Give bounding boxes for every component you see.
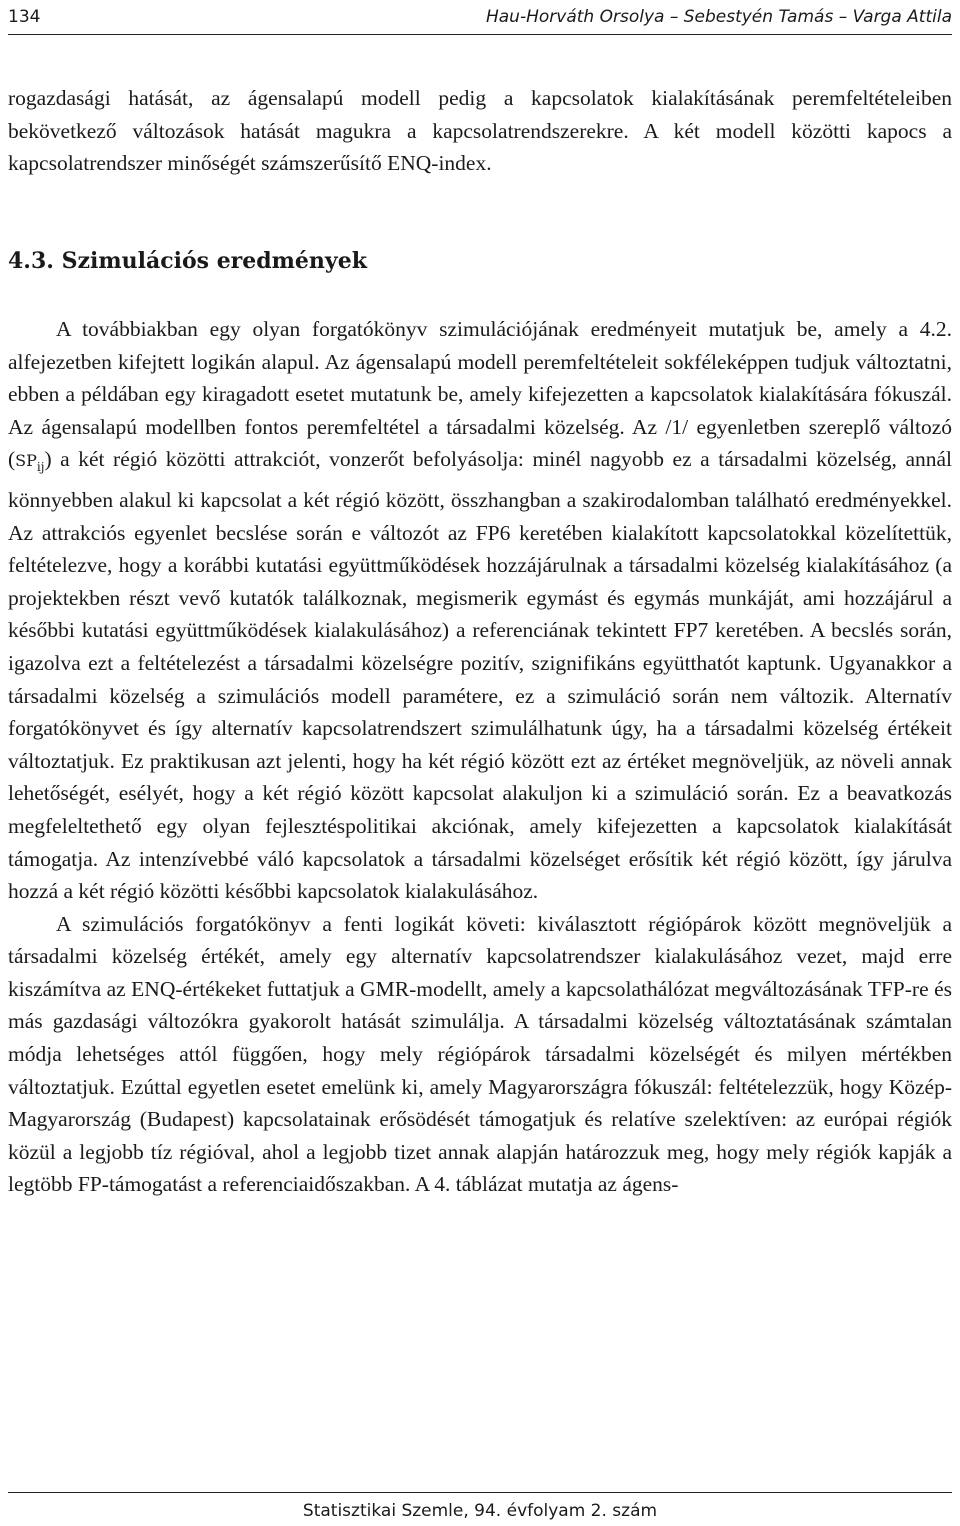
paragraph-1-part-b: ) a két régió közötti attrakciót, vonzerőt befolyásolja: minél nagyobb ez a társadalmi közelség, annál könnyebben alakul ki kapcsolat a két régió között, összhangban a szakirodalomban található eredményekkel. Az attrakciós egyenlet becslése során e változót az FP6 keretében kialakított kapcsolatokkal közelítettük, feltételezve, hogy a korábbi kutatási együttműködések hozzájárulnak a társadalmi közelség kialakításához (a projektekben részt vevő kutatók találkoznak, megismerik egymást és egymás munkáját, ami hozzájárul a későbbi kutatási együttműködések kialakulásához) a referenciának tekintett FP7 keretében. A becslés során, igazolva ezt a feltételezést a társadalmi közelségre pozitív, szignifikáns együtthatót kaptunk. Ugyanakkor a társadalmi közelség a szimulációs modell paramétere, ez a szimuláció során nem változik. Alternatív forgatókönyvet és így alternatív kapcsolatrendszert szimulálhatunk úgy, ha a társadalmi közelség értékeit változtatjuk. Ez praktikusan azt jelenti, hogy ha két régió között ezt az értéket megnöveljük, az növeli annak lehetőségét, esélyét, hogy a két régió között kapcsolat alakuljon ki a szimuláció során. Ez a beavatkozás megfeleltethető egy olyan fejlesztéspolitikai akciónak, amely kifejezetten a kapcsolatok kialakítását támogatja. Az intenzívebbé váló kapcsolatok a társadalmi közelséget erősítik két régió között, így járulva hozzá a két régió közötti későbbi kapcsolatok kialakulásához.	[8, 447, 952, 904]
body-paragraph-2: A szimulációs forgatókönyv a fenti logikát követi: kiválasztott régiópárok között megnöveljük a társadalmi közelség értékét, amely egy alternatív kapcsolatrendszer kialakulásához vezet, majd erre kiszámítva az ENQ-értékeket futtatjuk a GMR-modellt, amely a kapcsolathálózat megváltozásának TFP-re és más gazdasági változókra gyakorolt hatását szimulálja. A társadalmi közelség változtatásának számtalan módja lehetséges attól függően, hogy mely régiópárok társadalmi közelségét és milyen mértékben változtatjuk. Ezúttal egyetlen esetet emelünk ki, amely Magyarországra fókuszál: feltételezzük, hogy Közép-Magyarország (Budapest) kapcsolatainak erősödését támogatjuk és relatíve szelektíven: az európai régiók közül a legjobb tíz régióval, ahol a legjobb tizet annak alapján határozzuk meg, hogy mely régiók kapják a legtöbb FP-támogatást a referenciaidőszakban. A 4. táblázat mutatja az ágens-	[8, 911, 952, 1197]
section-heading: 4.3. Szimulációs eredmények	[8, 248, 367, 274]
intro-paragraph-text: rogazdasági hatását, az ágensalapú modell pedig a kapcsolatok kialakításának peremfeltételeiben bekövetkező változások hatását magukra a kapcsolatrendszerekre. A két modell közötti kapocs a kapcsolatrendszer minőségét számszerűsítő ENQ-index.	[8, 86, 952, 176]
section-body	[8, 313, 952, 1201]
variable-sp-subscript: ij	[36, 460, 45, 475]
page-number: 134	[8, 7, 41, 27]
variable-sp-symbol: SP	[15, 451, 37, 471]
variable-sp	[15, 451, 45, 475]
footer-rule	[8, 1492, 952, 1493]
paragraph-1-part-a: A továbbiakban egy olyan forgatókönyv szimulációjának eredményeit mutatjuk be, amely a 4.2. alfejezetben kifejtett logikán alapul. Az ágensalapú modell peremfeltételeit sokféleképpen tudjuk változtatni, ebben a példában egy kiragadott esetet mutatunk be, amely kifejezetten a kapcsolatok kialakítására fókuszál. Az ágensalapú modellben fontos peremfeltétel a társadalmi közelség. Az /1/ egyenletben szereplő változó (	[8, 317, 952, 472]
header-rule	[8, 34, 952, 35]
journal-footer: Statisztikai Szemle, 94. évfolyam 2. szám	[302, 1501, 658, 1521]
body-paragraph-1	[8, 313, 952, 908]
intro-paragraph	[8, 82, 952, 180]
running-header-authors: Hau-Horváth Orsolya – Sebestyén Tamás – Varga Attila	[485, 7, 952, 27]
running-header	[8, 2, 952, 32]
